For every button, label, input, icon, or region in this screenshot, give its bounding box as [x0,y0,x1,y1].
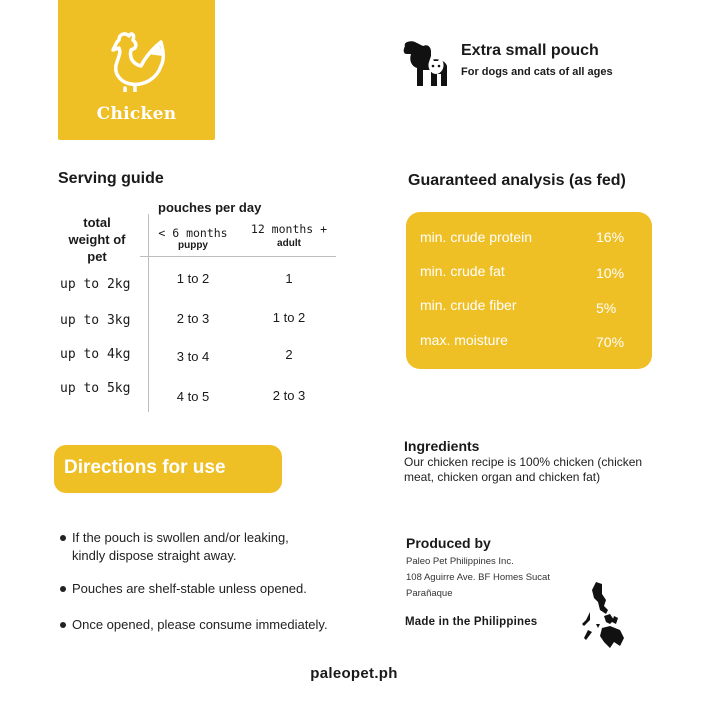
bullet-icon [60,535,66,541]
direction-item [60,616,328,634]
serving-guide-title: Serving guide [58,170,164,187]
analysis-value: 10% [596,265,625,281]
product-logo [58,0,215,140]
serving-row-puppy: 3 to 4 [176,349,210,364]
serving-row-adult: 2 to 3 [272,388,306,403]
pouch-subtitle: For dogs and cats of all ages [461,66,613,78]
serving-row-puppy: 4 to 5 [176,389,210,404]
serving-row-adult: 2 [285,347,293,362]
chicken-icon [105,28,171,92]
producer-line: 108 Aguirre Ave. BF Homes Sucat [406,572,550,583]
analysis-title: Guaranteed analysis (as fed) [408,172,626,189]
website-url[interactable]: paleopet.ph [310,665,398,682]
direction-item [60,580,307,598]
analysis-label: max. moisture [420,332,508,348]
serving-row-adult: 1 to 2 [272,310,306,325]
direction-line: Pouches are shelf-stable unless opened. [72,581,307,596]
pouches-per-day-header: pouches per day [158,200,262,215]
direction-line: kindly dispose straight away. [72,548,237,563]
analysis-value: 5% [596,300,617,316]
serving-row-adult: 1 [285,271,293,286]
adult-age-header: 12 months + [250,222,328,236]
product-name: Chicken [96,104,177,124]
direction-line: Once opened, please consume immediately. [72,617,328,632]
analysis-value: 70% [596,334,625,350]
serving-row-weight: up to 5kg [60,381,131,396]
weight-header [55,214,139,265]
analysis-label: min. crude fat [420,263,505,279]
pouch-title: Extra small pouch [461,42,599,59]
dog-cat-icon [401,40,451,88]
ingredients-title: Ingredients [404,438,480,454]
serving-row-puppy: 2 to 3 [176,311,210,326]
directions-banner [54,445,282,493]
puppy-label: puppy [178,240,208,251]
producer-line: Parañaque [406,588,453,599]
producer-line: Paleo Pet Philippines Inc. [406,556,514,567]
producer-title: Produced by [406,535,491,551]
philippines-map-icon [580,580,628,652]
analysis-panel [406,212,652,369]
analysis-label: min. crude fiber [420,297,517,313]
direction-item [60,529,289,565]
serving-row-weight: up to 2kg [60,277,131,292]
adult-label: adult [277,238,301,249]
table-divider-horizontal [140,256,336,257]
serving-row-weight: up to 3kg [60,313,131,328]
weight-header-line: weight of [68,232,126,247]
bullet-icon [60,622,66,628]
analysis-label: min. crude protein [420,229,533,245]
direction-line: If the pouch is swollen and/or leaking, [72,530,289,545]
analysis-value: 16% [596,229,625,245]
table-divider-vertical [148,214,149,412]
made-in-label: Made in the Philippines [405,616,538,628]
weight-header-line: total [83,215,111,230]
serving-row-puppy: 1 to 2 [176,271,210,286]
bullet-icon [60,586,66,592]
directions-title: Directions for use [64,457,226,478]
weight-header-line: pet [87,249,107,264]
puppy-age-header: < 6 months [158,226,228,240]
ingredients-body: Our chicken recipe is 100% chicken (chicken meat, chicken organ and chicken fat) [404,455,643,484]
serving-row-weight: up to 4kg [60,347,131,362]
